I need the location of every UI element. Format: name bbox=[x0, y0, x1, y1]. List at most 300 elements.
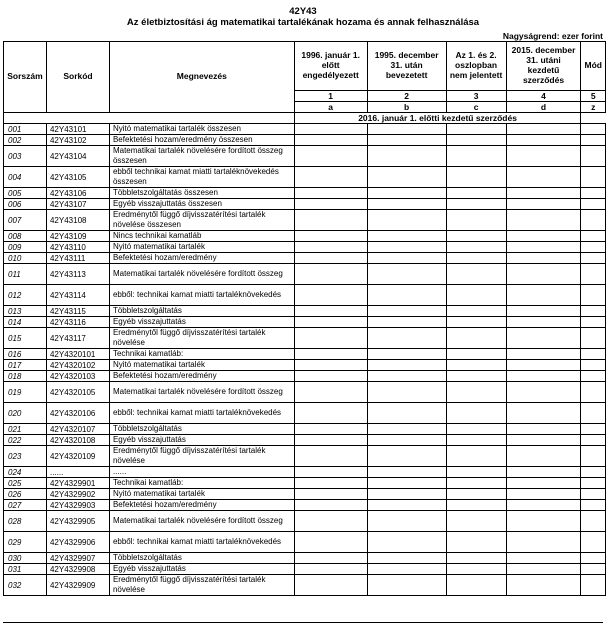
row-number: 029 bbox=[4, 532, 47, 553]
value-cell-b[interactable] bbox=[367, 264, 446, 285]
row-label: Többletszolgáltatás bbox=[109, 306, 294, 317]
value-cell-d[interactable] bbox=[506, 446, 581, 467]
table-row bbox=[4, 511, 606, 532]
value-cell-c[interactable] bbox=[446, 467, 506, 478]
row-label: Nyitó matematikai tartalék összesen bbox=[109, 124, 294, 135]
row-label: Egyéb visszajuttatás bbox=[109, 435, 294, 446]
value-cell-b[interactable] bbox=[367, 253, 446, 264]
value-cell-z[interactable] bbox=[581, 360, 606, 371]
value-cell-d[interactable] bbox=[506, 532, 581, 553]
value-cell-d[interactable] bbox=[506, 317, 581, 328]
value-cell-b[interactable] bbox=[367, 360, 446, 371]
value-cell-a[interactable] bbox=[294, 435, 367, 446]
table-row bbox=[4, 146, 606, 167]
col-number-1: 1 bbox=[294, 91, 367, 102]
row-code: 42Y43107 bbox=[46, 199, 109, 210]
row-label: ebből: technikai kamat miatti tartaléknövekedés bbox=[109, 532, 294, 553]
table-row bbox=[4, 500, 606, 511]
value-cell-c[interactable] bbox=[446, 446, 506, 467]
table-body bbox=[4, 124, 606, 596]
row-code: 42Y43106 bbox=[46, 188, 109, 199]
value-cell-a[interactable] bbox=[294, 210, 367, 231]
value-cell-d[interactable] bbox=[506, 253, 581, 264]
value-cell-c[interactable] bbox=[446, 199, 506, 210]
table-row bbox=[4, 210, 606, 231]
value-cell-d[interactable] bbox=[506, 360, 581, 371]
row-label: Eredménytől függő díjvisszatérítési tartalék növelése összesen bbox=[109, 210, 294, 231]
value-cell-z[interactable] bbox=[581, 424, 606, 435]
row-code: 42Y43114 bbox=[46, 285, 109, 306]
col-letter-b: b bbox=[367, 102, 446, 113]
value-cell-d[interactable] bbox=[506, 135, 581, 146]
value-cell-z[interactable] bbox=[581, 500, 606, 511]
value-cell-d[interactable] bbox=[506, 575, 581, 596]
value-cell-c[interactable] bbox=[446, 135, 506, 146]
value-cell-b[interactable] bbox=[367, 532, 446, 553]
value-cell-z[interactable] bbox=[581, 532, 606, 553]
table-row bbox=[4, 328, 606, 349]
value-cell-b[interactable] bbox=[367, 511, 446, 532]
row-label: Befektetési hozam/eredmény bbox=[109, 500, 294, 511]
row-label: Többletszolgáltatás bbox=[109, 553, 294, 564]
form-title: Az életbiztosítási ág matematikai tartalékának hozama és annak felhasználása bbox=[126, 17, 480, 28]
value-cell-c[interactable] bbox=[446, 188, 506, 199]
value-cell-c[interactable] bbox=[446, 146, 506, 167]
col-number-4: 4 bbox=[506, 91, 581, 102]
value-cell-c[interactable] bbox=[446, 210, 506, 231]
row-number: 006 bbox=[4, 199, 47, 210]
row-number: 004 bbox=[4, 167, 47, 188]
row-number: 014 bbox=[4, 317, 47, 328]
row-number: 025 bbox=[4, 478, 47, 489]
value-cell-d[interactable] bbox=[506, 403, 581, 424]
row-label: Eredménytől függő díjvisszatérítési tartalék növelése bbox=[109, 328, 294, 349]
row-number: 011 bbox=[4, 264, 47, 285]
table-row bbox=[4, 306, 606, 317]
row-number: 005 bbox=[4, 188, 47, 199]
row-code: 42Y4329909 bbox=[46, 575, 109, 596]
table-row bbox=[4, 124, 606, 135]
value-cell-a[interactable] bbox=[294, 371, 367, 382]
value-cell-d[interactable] bbox=[506, 285, 581, 306]
value-cell-a[interactable] bbox=[294, 564, 367, 575]
col-letter-a: a bbox=[294, 102, 367, 113]
row-label: Matematikai tartalék növelésére fordított összeg bbox=[109, 382, 294, 403]
value-cell-d[interactable] bbox=[506, 382, 581, 403]
value-cell-z[interactable] bbox=[581, 446, 606, 467]
row-label: Egyéb visszajuttatás bbox=[109, 317, 294, 328]
row-number: 017 bbox=[4, 360, 47, 371]
row-code: 42Y4320107 bbox=[46, 424, 109, 435]
row-number: 016 bbox=[4, 349, 47, 360]
value-cell-b[interactable] bbox=[367, 371, 446, 382]
value-cell-a[interactable] bbox=[294, 146, 367, 167]
value-cell-c[interactable] bbox=[446, 403, 506, 424]
value-cell-a[interactable] bbox=[294, 349, 367, 360]
row-code: 42Y4320106 bbox=[46, 403, 109, 424]
row-label: Matematikai tartalék növelésére fordított összeg bbox=[109, 511, 294, 532]
value-cell-d[interactable] bbox=[506, 199, 581, 210]
value-cell-d[interactable] bbox=[506, 371, 581, 382]
table-row bbox=[4, 435, 606, 446]
table-row bbox=[4, 135, 606, 146]
row-number: 030 bbox=[4, 553, 47, 564]
value-cell-a[interactable] bbox=[294, 532, 367, 553]
row-number: 021 bbox=[4, 424, 47, 435]
value-cell-z[interactable] bbox=[581, 242, 606, 253]
table-row bbox=[4, 478, 606, 489]
value-cell-b[interactable] bbox=[367, 242, 446, 253]
row-label: Eredménytől függő díjvisszatérítési tartalék növelése bbox=[109, 446, 294, 467]
value-cell-a[interactable] bbox=[294, 199, 367, 210]
row-code: 42Y4329902 bbox=[46, 489, 109, 500]
value-cell-b[interactable] bbox=[367, 199, 446, 210]
value-cell-c[interactable] bbox=[446, 489, 506, 500]
value-cell-b[interactable] bbox=[367, 489, 446, 500]
row-label: ebből technikai kamat miatti tartaléknövekedés összesen bbox=[109, 167, 294, 188]
value-cell-a[interactable] bbox=[294, 382, 367, 403]
value-cell-c[interactable] bbox=[446, 500, 506, 511]
row-number: 026 bbox=[4, 489, 47, 500]
table-row bbox=[4, 264, 606, 285]
row-label: Matematikai tartalék növelésére fordított összeg összesen bbox=[109, 146, 294, 167]
row-label: Befektetési hozam/eredmény összesen bbox=[109, 135, 294, 146]
value-cell-a[interactable] bbox=[294, 489, 367, 500]
row-code: ...... bbox=[46, 467, 109, 478]
value-cell-d[interactable] bbox=[506, 124, 581, 135]
value-cell-d[interactable] bbox=[506, 489, 581, 500]
value-cell-d[interactable] bbox=[506, 478, 581, 489]
value-cell-z[interactable] bbox=[581, 285, 606, 306]
value-cell-z[interactable] bbox=[581, 264, 606, 285]
row-code: 42Y43109 bbox=[46, 231, 109, 242]
value-cell-d[interactable] bbox=[506, 553, 581, 564]
row-label: Technikai kamatláb: bbox=[109, 349, 294, 360]
value-cell-a[interactable] bbox=[294, 511, 367, 532]
value-cell-d[interactable] bbox=[506, 435, 581, 446]
value-cell-c[interactable] bbox=[446, 285, 506, 306]
value-cell-z[interactable] bbox=[581, 382, 606, 403]
value-cell-z[interactable] bbox=[581, 167, 606, 188]
value-cell-a[interactable] bbox=[294, 446, 367, 467]
value-cell-d[interactable] bbox=[506, 167, 581, 188]
row-number: 001 bbox=[4, 124, 47, 135]
value-cell-z[interactable] bbox=[581, 124, 606, 135]
table-row bbox=[4, 403, 606, 424]
col-header-2: 1995. december 31. után bevezetett bbox=[367, 42, 446, 91]
table-row bbox=[4, 575, 606, 596]
row-code: 42Y43102 bbox=[46, 135, 109, 146]
table-row bbox=[4, 371, 606, 382]
row-code: 42Y4320105 bbox=[46, 382, 109, 403]
value-cell-c[interactable] bbox=[446, 317, 506, 328]
value-cell-c[interactable] bbox=[446, 231, 506, 242]
row-number: 019 bbox=[4, 382, 47, 403]
value-cell-z[interactable] bbox=[581, 231, 606, 242]
value-cell-z[interactable] bbox=[581, 317, 606, 328]
value-cell-a[interactable] bbox=[294, 553, 367, 564]
row-number: 031 bbox=[4, 564, 47, 575]
value-cell-d[interactable] bbox=[506, 242, 581, 253]
value-cell-z[interactable] bbox=[581, 511, 606, 532]
value-cell-z[interactable] bbox=[581, 135, 606, 146]
value-cell-z[interactable] bbox=[581, 199, 606, 210]
value-cell-b[interactable] bbox=[367, 553, 446, 564]
value-cell-z[interactable] bbox=[581, 188, 606, 199]
value-cell-a[interactable] bbox=[294, 242, 367, 253]
row-code: 42Y4320103 bbox=[46, 371, 109, 382]
value-cell-b[interactable] bbox=[367, 403, 446, 424]
value-cell-c[interactable] bbox=[446, 328, 506, 349]
table-row bbox=[4, 188, 606, 199]
col-number-2: 2 bbox=[367, 91, 446, 102]
row-number: 024 bbox=[4, 467, 47, 478]
value-cell-d[interactable] bbox=[506, 210, 581, 231]
value-cell-c[interactable] bbox=[446, 360, 506, 371]
value-cell-b[interactable] bbox=[367, 467, 446, 478]
value-cell-z[interactable] bbox=[581, 371, 606, 382]
col-letter-c: c bbox=[446, 102, 506, 113]
table-row bbox=[4, 553, 606, 564]
value-cell-c[interactable] bbox=[446, 435, 506, 446]
table-row bbox=[4, 242, 606, 253]
value-cell-a[interactable] bbox=[294, 306, 367, 317]
value-cell-a[interactable] bbox=[294, 478, 367, 489]
row-number: 018 bbox=[4, 371, 47, 382]
value-cell-z[interactable] bbox=[581, 564, 606, 575]
row-label: Technikai kamatláb: bbox=[109, 478, 294, 489]
row-code: 42Y4329907 bbox=[46, 553, 109, 564]
value-cell-z[interactable] bbox=[581, 306, 606, 317]
table-row bbox=[4, 285, 606, 306]
row-label: Befektetési hozam/eredmény bbox=[109, 371, 294, 382]
row-code: 42Y43101 bbox=[46, 124, 109, 135]
row-number: 002 bbox=[4, 135, 47, 146]
value-cell-a[interactable] bbox=[294, 264, 367, 285]
value-cell-z[interactable] bbox=[581, 349, 606, 360]
value-cell-c[interactable] bbox=[446, 264, 506, 285]
col-header-mod: Mód bbox=[581, 42, 606, 91]
table-row bbox=[4, 564, 606, 575]
value-cell-b[interactable] bbox=[367, 231, 446, 242]
value-cell-a[interactable] bbox=[294, 317, 367, 328]
value-cell-b[interactable] bbox=[367, 210, 446, 231]
row-code: 42Y4320101 bbox=[46, 349, 109, 360]
value-cell-b[interactable] bbox=[367, 328, 446, 349]
value-cell-b[interactable] bbox=[367, 146, 446, 167]
section-spacer bbox=[4, 113, 295, 124]
row-code: 42Y43110 bbox=[46, 242, 109, 253]
col-number-3: 3 bbox=[446, 91, 506, 102]
value-cell-a[interactable] bbox=[294, 467, 367, 478]
data-table bbox=[3, 41, 606, 596]
value-cell-z[interactable] bbox=[581, 553, 606, 564]
row-label: Nyitó matematikai tartalék bbox=[109, 242, 294, 253]
table-row bbox=[4, 489, 606, 500]
value-cell-z[interactable] bbox=[581, 575, 606, 596]
col-header-4: 2015. december 31. utáni kezdetű szerződés bbox=[506, 42, 581, 91]
row-label: Eredménytől függő díjvisszatérítési tartalék növelése bbox=[109, 575, 294, 596]
table-row bbox=[4, 349, 606, 360]
col-letter-z: z bbox=[581, 102, 606, 113]
value-cell-b[interactable] bbox=[367, 564, 446, 575]
value-cell-c[interactable] bbox=[446, 382, 506, 403]
value-cell-b[interactable] bbox=[367, 306, 446, 317]
row-label: ...... bbox=[109, 467, 294, 478]
value-cell-c[interactable] bbox=[446, 424, 506, 435]
row-number: 023 bbox=[4, 446, 47, 467]
row-code: 42Y4329906 bbox=[46, 532, 109, 553]
value-cell-c[interactable] bbox=[446, 306, 506, 317]
value-cell-c[interactable] bbox=[446, 371, 506, 382]
col-header-megnevezes: Megnevezés bbox=[109, 42, 294, 113]
row-label: Befektetési hozam/eredmény bbox=[109, 253, 294, 264]
value-cell-a[interactable] bbox=[294, 253, 367, 264]
col-header-sorszam: Sorszám bbox=[4, 42, 47, 113]
row-code: 42Y43105 bbox=[46, 167, 109, 188]
value-cell-a[interactable] bbox=[294, 167, 367, 188]
row-label: Egyéb visszajuttatás összesen bbox=[109, 199, 294, 210]
value-cell-z[interactable] bbox=[581, 146, 606, 167]
row-number: 032 bbox=[4, 575, 47, 596]
value-cell-a[interactable] bbox=[294, 575, 367, 596]
row-number: 007 bbox=[4, 210, 47, 231]
value-cell-d[interactable] bbox=[506, 328, 581, 349]
value-cell-d[interactable] bbox=[506, 188, 581, 199]
row-code: 42Y43108 bbox=[46, 210, 109, 231]
value-cell-a[interactable] bbox=[294, 231, 367, 242]
value-cell-a[interactable] bbox=[294, 285, 367, 306]
form-code: 42Y43 bbox=[289, 6, 317, 17]
value-cell-z[interactable] bbox=[581, 253, 606, 264]
value-cell-b[interactable] bbox=[367, 382, 446, 403]
value-cell-b[interactable] bbox=[367, 124, 446, 135]
row-code: 42Y4329905 bbox=[46, 511, 109, 532]
row-label: Matematikai tartalék növelésére fordított összeg bbox=[109, 264, 294, 285]
value-cell-b[interactable] bbox=[367, 349, 446, 360]
value-cell-c[interactable] bbox=[446, 349, 506, 360]
col-letter-d: d bbox=[506, 102, 581, 113]
table-row bbox=[4, 467, 606, 478]
value-cell-b[interactable] bbox=[367, 446, 446, 467]
col-header-3: Az 1. és 2. oszlopban nem jelentett bbox=[446, 42, 506, 91]
value-cell-b[interactable] bbox=[367, 135, 446, 146]
value-cell-c[interactable] bbox=[446, 124, 506, 135]
row-number: 028 bbox=[4, 511, 47, 532]
value-cell-c[interactable] bbox=[446, 478, 506, 489]
value-cell-a[interactable] bbox=[294, 360, 367, 371]
row-number: 027 bbox=[4, 500, 47, 511]
table-row bbox=[4, 532, 606, 553]
row-code: 42Y43117 bbox=[46, 328, 109, 349]
section-spacer-right bbox=[581, 113, 606, 124]
row-label: Nyitó matematikai tartalék bbox=[109, 489, 294, 500]
value-cell-d[interactable] bbox=[506, 511, 581, 532]
row-label: Többletszolgáltatás összesen bbox=[109, 188, 294, 199]
value-cell-z[interactable] bbox=[581, 467, 606, 478]
row-number: 003 bbox=[4, 146, 47, 167]
value-cell-d[interactable] bbox=[506, 306, 581, 317]
row-number: 020 bbox=[4, 403, 47, 424]
table-row bbox=[4, 382, 606, 403]
value-cell-z[interactable] bbox=[581, 328, 606, 349]
row-number: 015 bbox=[4, 328, 47, 349]
row-number: 008 bbox=[4, 231, 47, 242]
col-header-sorkod: Sorkód bbox=[46, 42, 109, 113]
value-cell-b[interactable] bbox=[367, 424, 446, 435]
value-cell-a[interactable] bbox=[294, 500, 367, 511]
value-cell-c[interactable] bbox=[446, 253, 506, 264]
value-cell-d[interactable] bbox=[506, 467, 581, 478]
row-code: 42Y43113 bbox=[46, 264, 109, 285]
row-code: 42Y43111 bbox=[46, 253, 109, 264]
row-number: 012 bbox=[4, 285, 47, 306]
value-cell-b[interactable] bbox=[367, 435, 446, 446]
row-code: 42Y43104 bbox=[46, 146, 109, 167]
table-row bbox=[4, 424, 606, 435]
value-cell-z[interactable] bbox=[581, 489, 606, 500]
value-cell-a[interactable] bbox=[294, 188, 367, 199]
table-row bbox=[4, 446, 606, 467]
value-cell-z[interactable] bbox=[581, 403, 606, 424]
value-cell-c[interactable] bbox=[446, 575, 506, 596]
value-cell-b[interactable] bbox=[367, 500, 446, 511]
value-cell-c[interactable] bbox=[446, 511, 506, 532]
value-cell-a[interactable] bbox=[294, 403, 367, 424]
row-number: 022 bbox=[4, 435, 47, 446]
value-cell-d[interactable] bbox=[506, 564, 581, 575]
col-number-5: 5 bbox=[581, 91, 606, 102]
row-code: 42Y4320108 bbox=[46, 435, 109, 446]
value-cell-d[interactable] bbox=[506, 231, 581, 242]
value-cell-d[interactable] bbox=[506, 349, 581, 360]
value-cell-b[interactable] bbox=[367, 285, 446, 306]
bottom-rule bbox=[3, 622, 603, 623]
table-row bbox=[4, 360, 606, 371]
row-code: 42Y4320109 bbox=[46, 446, 109, 467]
value-cell-d[interactable] bbox=[506, 264, 581, 285]
value-cell-b[interactable] bbox=[367, 317, 446, 328]
value-cell-z[interactable] bbox=[581, 478, 606, 489]
value-cell-z[interactable] bbox=[581, 435, 606, 446]
table-row bbox=[4, 167, 606, 188]
value-cell-d[interactable] bbox=[506, 146, 581, 167]
value-cell-a[interactable] bbox=[294, 328, 367, 349]
row-label: Nyitó matematikai tartalék bbox=[109, 360, 294, 371]
value-cell-d[interactable] bbox=[506, 500, 581, 511]
value-cell-z[interactable] bbox=[581, 210, 606, 231]
value-cell-b[interactable] bbox=[367, 478, 446, 489]
value-cell-b[interactable] bbox=[367, 167, 446, 188]
value-cell-a[interactable] bbox=[294, 424, 367, 435]
table-row bbox=[4, 317, 606, 328]
row-label: ebből: technikai kamat miatti tartaléknövekedés bbox=[109, 285, 294, 306]
section-title: 2016. január 1. előtti kezdetű szerződés bbox=[294, 113, 581, 124]
row-number: 010 bbox=[4, 253, 47, 264]
value-cell-c[interactable] bbox=[446, 167, 506, 188]
value-cell-c[interactable] bbox=[446, 553, 506, 564]
row-label: Egyéb visszajuttatás bbox=[109, 564, 294, 575]
value-cell-a[interactable] bbox=[294, 135, 367, 146]
value-cell-a[interactable] bbox=[294, 124, 367, 135]
value-cell-d[interactable] bbox=[506, 424, 581, 435]
value-cell-c[interactable] bbox=[446, 532, 506, 553]
table-row bbox=[4, 231, 606, 242]
value-cell-b[interactable] bbox=[367, 188, 446, 199]
value-cell-c[interactable] bbox=[446, 242, 506, 253]
value-cell-b[interactable] bbox=[367, 575, 446, 596]
value-cell-c[interactable] bbox=[446, 564, 506, 575]
